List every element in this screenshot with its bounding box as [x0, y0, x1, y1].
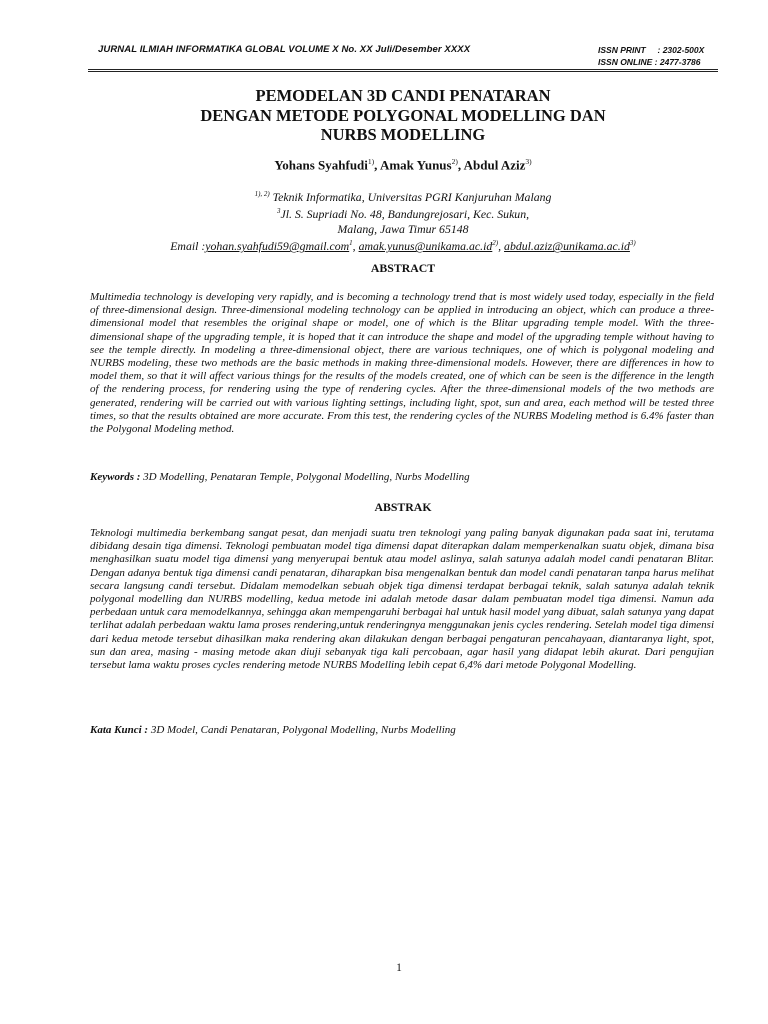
email-separator: , [498, 239, 505, 254]
email-label: Email : [170, 239, 206, 254]
author-3: Abdul Aziz [463, 157, 526, 173]
abstract-text: Multimedia technology is developing very rapidly, and is becoming a technology trend that is most widely used today, especially in the field of three-dimensional design. Three-dimensional modeling technology can be applied in introducing an object, which can produce a three-dimensional model that resembles the original shape or model, one of which is the Blitar upgrading temple model. With the three-dimensional shape of the upgrading temple, it is hoped that it can introduce the shape and model of the upgrading temple without having to see the temple directly. In modeling a three-dimensional object, there are various techniques, one of which is polygonal modeling and NURBS modeling, these two methods are the basic methods in making three-dimensional models. However, there are differences in how to model them, so that it will affect various things for the results of the models created, one of which can be seen is the difference in the length of the rendering process, for rendering using the type of rendering cycles. After the three-dimensional models of the two methods are generated, rendering will be carried out with various lighting settings, including light, spot, sun and area, each method will be tested three times, so that the results obtained are more accurate. From this test, the rendering cycles of the NURBS Modeling method is 6.4% faster than the Polygonal Modeling method. [90, 291, 714, 436]
affiliation-line-1 [88, 187, 718, 204]
author-separator: , [374, 157, 380, 173]
keywords-label: Keywords : [90, 471, 141, 483]
affiliation-mark-1: 1), 2) [254, 190, 270, 198]
email-link-3[interactable]: abdul.aziz@unikama.ac.id [504, 239, 630, 254]
kata-kunci-label: Kata Kunci : [90, 724, 149, 736]
email-line [88, 236, 718, 253]
abstrak-heading: ABSTRAK [374, 500, 432, 514]
author-2: Amak Yunus [379, 157, 452, 173]
email-separator: , [352, 239, 359, 254]
affiliation-line-3: Malang, Jawa Timur 65148 [337, 221, 469, 236]
paper-title [88, 86, 718, 145]
author-1-mark: 1) [367, 157, 375, 166]
affiliation-text-1: Teknik Informatika, Universitas PGRI Kanjuruhan Malang [269, 189, 552, 204]
email-link-2[interactable]: amak.yunus@unikama.ac.id [358, 239, 493, 254]
abstrak-text: Teknologi multimedia berkembang sangat pesat, dan menjadi suatu tren teknologi yang paling banyak digunakan pada saat ini, terutama dibidang desain tiga dimensi. Teknologi pembuatan model tiga dimensi dapat diterapkan dalam memperkenalkan suatu objek, dimana bisa menghasilkan suatu model tiga dimensi yang menyerupai bentuk atau model aslinya, salah satunya adalah model candi penataran Blitar. Dengan adanya bentuk tiga dimensi candi penataran, diharapkan bisa mengenalkan bentuk dan model candi penataran tanpa harus melihat secara langsung candi tersebut. Didalam memodelkan sebuah objek tiga dimensi terdapat berbagai teknik, salah satunya adalah teknik polygonal modelling dan NURBS modelling, kedua metode ini adalah metode dasar dalam pembuatan model tiga dimensi. Namun ada perbedaan untuk cara memodelkannya, sehingga akan mempengaruhi berbagai hal untuk hasil model yang dibuat, salah satunya yang dapat terlihat adalah perbedaan waktu lama proses rendering,untuk renderingnya menggunakan jenis cycles rendering. Setelah model tiga dimensi dari kedua metode tersebut dihasilkan maka rendering akan dilakukan dengan berbagai pengaturan pencahayaan, diantaranya light, spot, sun dan area, masing - masing metode akan diuji sebanyak tiga kali percobaan, agar hasil yang didapat lebih akurat. Dari pengujian tersebut lama waktu proses cycles rendering metode NURBS Modelling lebih cepat 6,4% dari metode Polygonal Modelling. [90, 527, 714, 672]
author-list [88, 157, 718, 173]
affiliation-line-2 [88, 204, 718, 221]
header-rule-bottom [88, 71, 718, 72]
email-mark-1: 1 [349, 239, 353, 248]
author-1: Yohans Syahfudi [274, 157, 368, 173]
kata-kunci-list: 3D Model, Candi Penataran, Polygonal Modelling, Nurbs Modelling [148, 724, 456, 736]
abstract-keywords [90, 471, 714, 483]
affiliation-block [88, 187, 718, 254]
author-3-mark: 3) [525, 157, 532, 166]
page-number: 1 [396, 962, 402, 974]
email-link-1[interactable]: yohan.syahfudi59@gmail.com [205, 239, 350, 254]
affiliation-mark-2: 3 [276, 207, 281, 216]
author-separator: , [457, 157, 464, 173]
affiliation-text-2: Jl. S. Supriadi No. 48, Bandungrejosari, Kec. Sukun, [280, 207, 530, 222]
header-rule-top [88, 69, 718, 70]
title-line-2: DENGAN METODE POLYGONAL MODELLING DAN [200, 105, 606, 125]
abstract-heading: ABSTRACT [370, 261, 436, 275]
issn-block [598, 44, 704, 68]
email-mark-3: 3) [629, 239, 636, 248]
issn-print: ISSN PRINT : 2302-500X [598, 45, 705, 55]
author-2-mark: 2) [451, 157, 458, 166]
email-mark-2: 2) [492, 239, 499, 248]
title-line-1: PEMODELAN 3D CANDI PENATARAN [255, 86, 551, 105]
title-line-3: NURBS MODELLING [320, 125, 486, 144]
journal-header: JURNAL ILMIAH INFORMATIKA GLOBAL VOLUME X No. XX Juli/Desember XXXX [98, 44, 471, 55]
issn-online: ISSN ONLINE : 2477-3786 [598, 57, 701, 67]
keywords-list: 3D Modelling, Penataran Temple, Polygonal Modelling, Nurbs Modelling [140, 471, 470, 483]
abstrak-keywords [90, 724, 714, 736]
